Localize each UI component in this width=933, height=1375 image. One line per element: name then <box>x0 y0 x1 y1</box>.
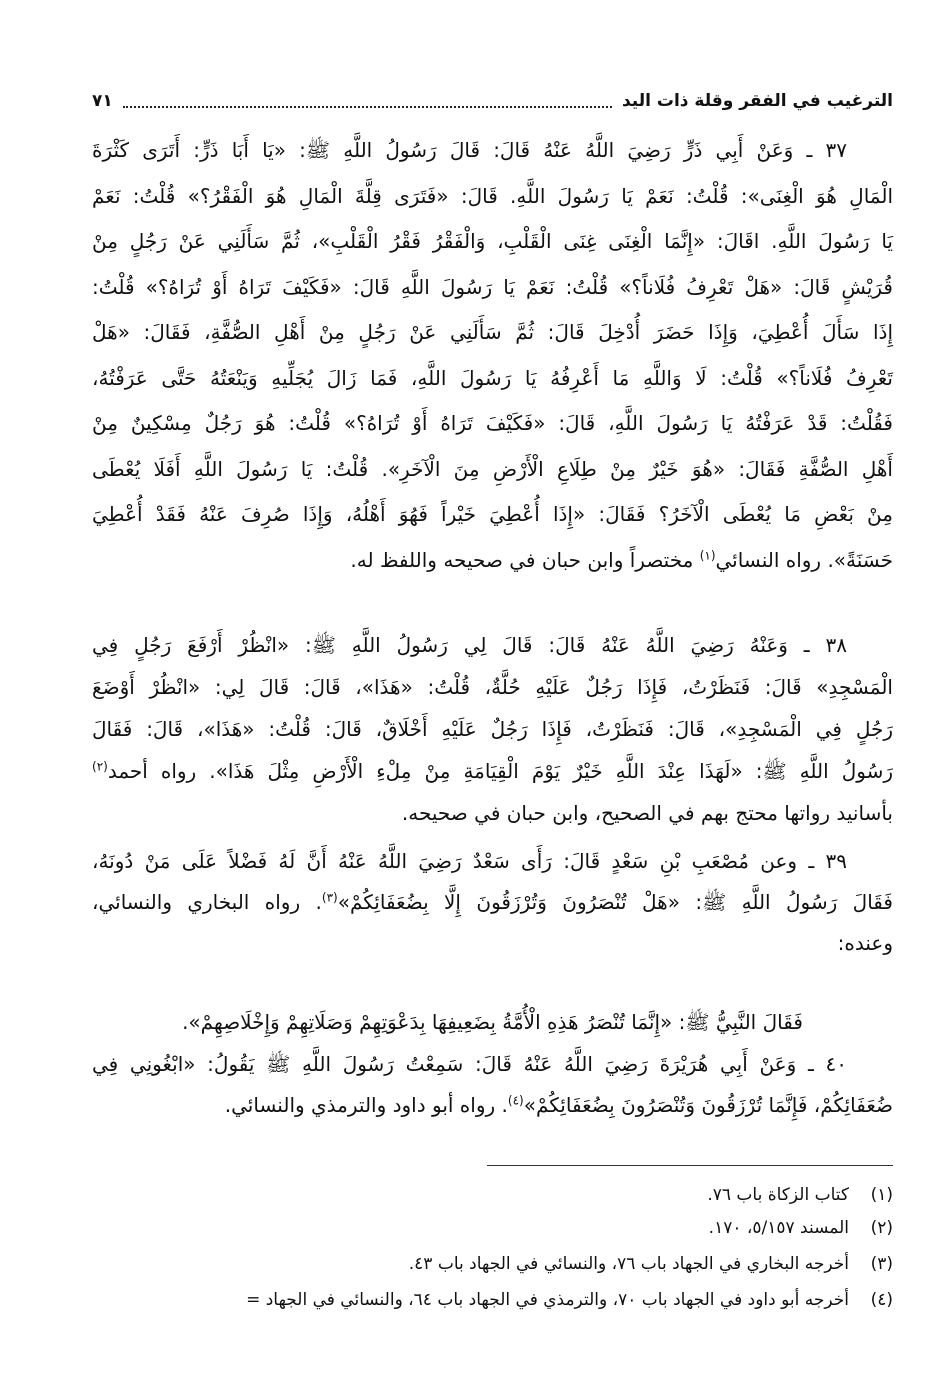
paragraph-3-line <box>92 841 893 881</box>
paragraph-2-line <box>92 625 893 665</box>
footnote-number: (٣) <box>870 1254 893 1274</box>
footnote-number: (١) <box>870 1185 893 1205</box>
paragraph-2-line <box>92 793 893 833</box>
line-text-continued: مختصراً وابن حبان في صحيحه واللفظ له. <box>350 547 700 572</box>
line-text: ٣٨ ـ وَعَنْهُ رَضِيَ اللَّهُ عَنْهُ قَالَ: قَالَ لِي رَسُولُ اللَّهِ ﷺ: «انْظُرْ أَرْفَعَ رَجُلٍ فِي <box>92 633 847 657</box>
footnote-number: (٢) <box>870 1218 893 1238</box>
line-text: الْمَسْجِدِ» قَالَ: فَنَظَرْتُ، فَإِذَا رَجُلٌ عَلَيْهِ حُلَّةٌ، قُلْتُ: «هَذَا»، قَالَ: قَالَ لِي: «انْظُرْ أَوْضَعَ <box>92 675 893 699</box>
paragraph-2-line <box>92 751 893 791</box>
paragraph-2-line <box>92 667 893 707</box>
line-text: وعنده: <box>837 931 893 955</box>
paragraph-3-line <box>92 882 893 922</box>
footnote <box>92 1179 893 1211</box>
line-text-continued: . رواه أبو داود والترمذي والنسائي. <box>224 1093 508 1117</box>
paragraph-1-line <box>92 494 893 534</box>
paragraph-1-line <box>92 176 893 216</box>
line-text-continued: . رواه البخاري والنسائي، <box>92 890 322 914</box>
footnote-number: (٤) <box>870 1290 893 1310</box>
header-title: الترغيب في الفقر وقلة ذات اليد <box>621 91 893 111</box>
paragraph-1-line <box>92 221 893 261</box>
paragraph-5-line <box>92 1085 893 1125</box>
paragraph-2-line <box>92 709 893 749</box>
line-text: الْمَالِ هُوَ الْغِنَى»: قُلْتُ: نَعَمْ يَا رَسُولَ اللَّهِ. قَالَ: «فَتَرَى قِلَّةَ الْمَالِ هُوَ الْفَقْرُ؟» قُلْتُ: نَعَمْ <box>92 183 893 208</box>
line-text: فَقُلْتُ: قَدْ عَرَفْتُهُ يَا رَسُولَ اللَّهِ، قَالَ: «فَكَيْفَ تَرَاهُ أَوْ تُرَاهُ؟» قُلْتُ: هُوَ رَجُلٌ مِسْكِينٌ مِنْ <box>92 411 893 435</box>
line-text: قُرَيْشٍ قَالَ: «هَلْ تَعْرِفُ فُلَاناً؟» قُلْتُ: نَعَمْ يَا رَسُولَ اللَّهِ قَالَ: «فَكَيْفَ تَرَاهُ أَوْ تُرَاهُ؟» قُلْتُ: <box>92 274 893 299</box>
paragraph-1-line <box>92 540 893 580</box>
paragraph-1-line <box>92 449 893 489</box>
header-dot-leader <box>123 94 612 108</box>
paragraph-1-line <box>92 130 893 170</box>
line-text: ضُعَفَائِكُمْ، فَإِنَّمَا تُرْزَقُونَ وَتُنْصَرُونَ بِضُعَفَائِكُمْ» <box>523 1093 893 1117</box>
paragraph-1-line <box>92 267 893 307</box>
line-text: رَسُولُ اللَّهِ ﷺ: «لَهَذَا عِنْدَ اللَّهِ خَيْرٌ يَوْمَ الْقِيَامَةِ مِنْ مِلْءِ الْأَرْضِ مِثْلَ هَذَا». رواه أحمد <box>107 759 893 783</box>
line-text: حَسَنَةً». رواه النسائي <box>715 547 893 572</box>
footnote-reference[interactable]: (١) <box>699 547 716 562</box>
line-text: بأسانيد رواتها محتج بهم في الصحيح، وابن حبان في صحيحه. <box>401 801 893 825</box>
line-text: فَقَالَ النَّبِيُّ ﷺ: «إِنَّمَا تُنْصَرُ هَذِهِ الْأُمَّةُ بِضَعِيفِهَا بِدَعْوَتِهِمْ وَصَلَاتِهِمْ وَإِخْلَاصِهِمْ». <box>182 1010 803 1034</box>
line-text: فَقَالَ رَسُولُ اللَّهِ ﷺ: «هَلْ تُنْصَرُونَ وَتُرْزَقُونَ إِلَّا بِضُعَفَائِكُمْ» <box>337 890 893 914</box>
line-text: يَا رَسُولَ اللَّهِ. اقَالَ: «إِنَّمَا الْغِنَى غِنَى الْقَلْبِ، وَالْفَقْرُ فَقْرُ الْقَلْبِ»، ثُمَّ سَأَلَنِي عَنْ رَجُلٍ مِنْ <box>92 229 893 253</box>
line-text: رَجُلٍ فِي الْمَسْجِدِ»، قَالَ: فَنَظَرْتُ، فَإِذَا رَجُلٌ عَلَيْهِ أَخْلَاقٌ، قَالَ: قُلْتُ: «هَذَا»، قَالَ: فَقَالَ <box>92 717 893 741</box>
footnote-reference[interactable]: (٣) <box>321 890 338 905</box>
paragraph-1-line <box>92 312 893 352</box>
paragraph-1-line <box>92 403 893 443</box>
footnote <box>92 1212 893 1244</box>
line-text: ٣٩ ـ وعن مُصْعَبِ بْنِ سَعْدٍ قَالَ: رَأَى سَعْدٌ رَضِيَ اللَّهُ عَنْهُ أَنَّ لَهُ فَضْلاً عَلَى مَنْ دُونَهُ، <box>92 849 847 873</box>
paragraph-3-line <box>92 923 893 963</box>
page-number: ٧١ <box>92 91 113 111</box>
paragraph-5-line <box>92 1044 893 1084</box>
footnote-text: المسند ٥/١٥٧، ١٧٠. <box>708 1218 849 1238</box>
footnote-text: كتاب الزكاة باب ٧٦. <box>707 1185 849 1205</box>
footnote-text: أخرجه أبو داود في الجهاد باب ٧٠، والترمذي في الجهاد باب ٦٤، والنسائي في الجهاد = <box>246 1290 849 1310</box>
line-text: أَهْلِ الصُّفَّةِ فَقَالَ: «هُوَ خَيْرٌ مِنْ طِلَاعِ الْأَرْضِ مِنَ الْآخَرِ». قُلْتُ: يَا رَسُولَ اللَّهِ أَفَلَا يُعْطَى <box>92 456 893 481</box>
footnote-separator <box>487 1165 893 1166</box>
paragraph-4-line <box>92 1002 893 1042</box>
paragraph-1-line <box>92 358 893 398</box>
footnote-text: أخرجه البخاري في الجهاد باب ٧٦، والنسائي في الجهاد باب ٤٣. <box>408 1254 849 1274</box>
footnote <box>92 1284 893 1316</box>
line-text: ٤٠ ـ وَعَنْ أَبِي هُرَيْرَةَ رَضِيَ اللَّهُ عَنْهُ قَالَ: سَمِعْتُ رَسُولَ اللَّهِ ﷺ يَقُولُ: «ابْغُونِي فِي <box>92 1052 847 1076</box>
line-text: ٣٧ ـ وَعَنْ أَبِي ذَرٍّ رَضِيَ اللَّهُ عَنْهُ قَالَ: قَالَ رَسُولُ اللَّهِ ﷺ: «يَا أَبَا ذَرٍّ: أَتَرَى كَثْرَةَ <box>92 138 847 162</box>
footnote-reference[interactable]: (٢) <box>92 759 108 774</box>
footnote-reference[interactable]: (٤) <box>507 1093 524 1108</box>
line-text: تَعْرِفُ فُلَاناً؟» قُلْتُ: لَا وَاللَّهِ مَا أَعْرِفُهُ يَا رَسُولَ اللَّهِ، فَمَا زَالَ يُجَلِّيهِ وَيَنْعَتُهُ حَتَّى عَرَفْتُهُ، <box>92 365 893 390</box>
line-text: إِذَا سَأَلَ أُعْطِيَ، وَإِذَا حَضَرَ أُدْخِلَ قَالَ: ثُمَّ سَأَلَنِي عَنْ رَجُلٍ مِنْ أَهْلِ الصُّفَّةِ، فَقَالَ: «هَلْ <box>92 320 893 344</box>
line-text: مِنْ بَعْضِ مَا يُعْطَى الْآخَرُ؟ فَقَالَ: «إِذَا أُعْطِيَ خَيْراً فَهُوَ أَهْلُهُ، وَإِذَا صُرِفَ عَنْهُ فَقَدْ أُعْطِيَ <box>92 502 893 526</box>
footnote <box>92 1248 893 1280</box>
running-header <box>92 86 893 116</box>
